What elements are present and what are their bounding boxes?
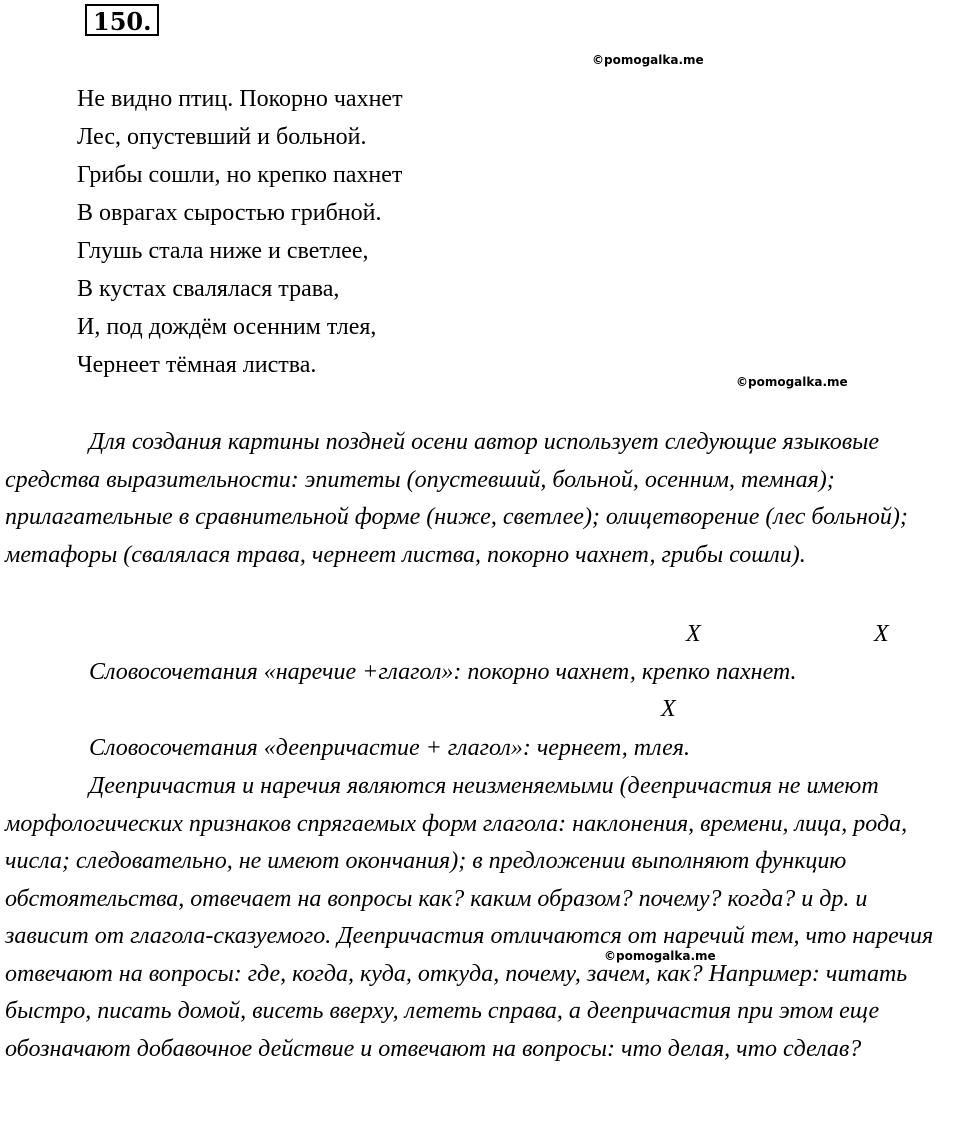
exercise-number: 150. — [85, 4, 159, 36]
poem — [77, 80, 403, 384]
poem-line: Глушь стала ниже и светлее, — [77, 238, 369, 264]
poem-line: Грибы сошли, но крепко пахнет — [77, 162, 403, 188]
paragraph-gerund-adverb-comparison: Деепричастия и наречия являются неизменяемыми (деепричастия не имеют морфологических признаков спрягаемых форм глагола: наклонения, времени, лица, рода, числа; следовательно, не имеют окончания); в предложении выполняют функцию обстоятельства, отвечает на вопросы как? каким образом? почему? когда? и др. и зависит от глагола-сказуемого. Деепричастия отличаются от наречий тем, что наречия отвечают на вопросы: где, когда, куда, откуда, почему, зачем, как? Например: читать быстро, писать домой, висеть вверху, лететь справа, а деепричастия при этом еще обозначают добавочное действие и отвечают на вопросы: что делая, что сделав? — [5, 773, 934, 1062]
answer-phrases-adverb — [5, 654, 955, 692]
answer-analysis — [5, 424, 955, 574]
answer-phrases-gerund — [5, 730, 955, 768]
poem-line: Лес, опустевший и больной. — [77, 124, 367, 150]
poem-line: В кустах свалялася трава, — [77, 276, 340, 302]
watermark: ©pomogalka.me — [736, 375, 848, 389]
paragraph-gerund-verb: Словосочетания «деепричастие + глагол»: чернеет, тлея. — [89, 735, 690, 761]
answer-comparison — [5, 768, 955, 1068]
poem-line: И, под дождём осенним тлея, — [77, 314, 377, 340]
watermark: ©pomogalka.me — [604, 949, 716, 963]
stress-mark-adverb: Х — [686, 621, 701, 647]
paragraph-adverb-verb: Словосочетания «наречие +глагол»: покорно чахнет, крепко пахнет. — [89, 659, 797, 685]
poem-line: В оврагах сыростью грибной. — [77, 200, 382, 226]
stress-mark-gerund: Х — [661, 696, 676, 722]
poem-line: Чернеет тёмная листва. — [77, 352, 317, 378]
poem-line: Не видно птиц. Покорно чахнет — [77, 86, 403, 112]
watermark: ©pomogalka.me — [592, 53, 704, 67]
stress-mark-adverb: Х — [874, 621, 889, 647]
paragraph-expressive-means: Для создания картины поздней осени автор использует следующие языковые средства выразительности: эпитеты (опустевший, больной, осенним, темная); прилагательные в сравнительной форме (ниже, светлее); олицетворение (лес больной); метафоры (свалялася трава, чернеет листва, покорно чахнет, грибы сошли). — [5, 429, 908, 568]
